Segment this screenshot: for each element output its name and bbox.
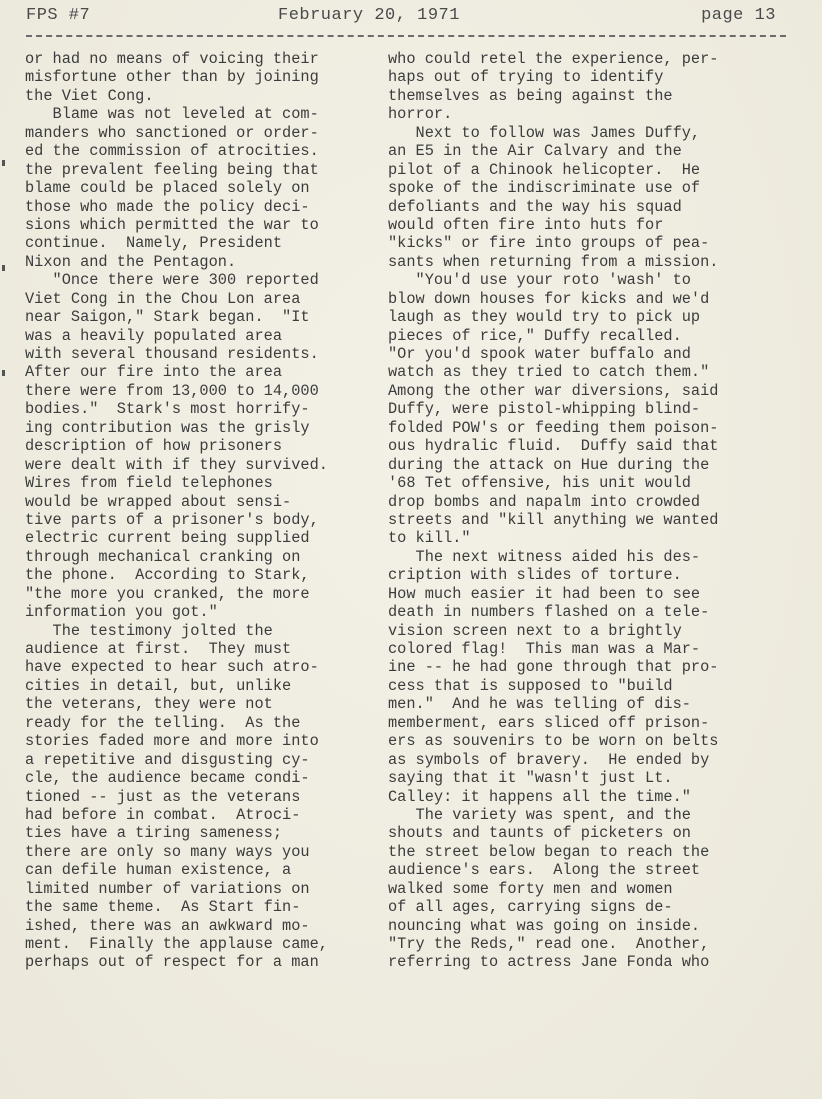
text-line: "Or you'd spook water buffalo and — [388, 345, 691, 363]
text-line: continue. Namely, President — [25, 234, 283, 253]
text-line: cle, the audience became condi- — [25, 769, 310, 788]
text-line: the Viet Cong. — [25, 86, 154, 105]
text-line: an E5 in the Air Calvary and the — [388, 142, 682, 161]
text-line: "You'd use your roto 'wash' to — [388, 271, 691, 290]
text-line: horror. — [388, 105, 453, 124]
text-line: stories faded more and more into — [25, 732, 319, 751]
text-line: was a heavily populated area — [25, 326, 283, 345]
text-line: information you got." — [25, 603, 218, 622]
text-line: folded POW's or feeding them poison- — [388, 418, 719, 437]
header-rule — [26, 35, 786, 37]
text-line: audience's ears. Along the street — [388, 861, 701, 880]
text-line: near Saigon," Stark began. "It — [25, 308, 310, 327]
text-line: the prevalent feeling being that — [25, 160, 319, 179]
page-number: page 13 — [701, 6, 776, 25]
text-line: men." And he was telling of dis- — [388, 695, 691, 714]
text-line: streets and "kill anything we wanted — [388, 510, 719, 529]
text-line: The variety was spent, and the — [388, 805, 691, 824]
text-line: shouts and taunts of picketers on — [388, 824, 691, 843]
issue-label: FPS #7 — [26, 6, 91, 25]
text-line: the phone. According to Stark, — [25, 566, 310, 585]
text-line: Duffy, were pistol-whipping blind- — [388, 400, 701, 419]
text-line: ready for the telling. As the — [25, 713, 301, 732]
text-line: "Once there were 300 reported — [25, 271, 319, 290]
text-line: haps out of trying to identify — [388, 68, 664, 87]
text-line: a repetitive and disgusting cy- — [25, 750, 310, 769]
margin-mark — [2, 265, 5, 271]
date-label: February 20, 1971 — [278, 6, 460, 25]
text-line: bodies." Stark's most horrify- — [25, 400, 310, 419]
text-line: How much easier it had been to see — [388, 584, 701, 603]
text-line: those who made the policy deci- — [25, 197, 310, 216]
text-line: description of how prisoners — [25, 437, 283, 456]
text-line: Viet Cong in the Chou Lon area — [25, 289, 301, 308]
text-line: blame could be placed solely on — [25, 179, 310, 198]
text-line: The testimony jolted the — [25, 621, 273, 640]
text-line: pieces of rice," Duffy recalled. — [388, 326, 682, 345]
text-line: there were from 13,000 to 14,000 — [25, 381, 319, 400]
text-line: vision screen next to a brightly — [388, 621, 682, 640]
margin-mark — [2, 160, 5, 166]
text-line: who could retel the experience, per- — [388, 50, 719, 68]
text-line: with several thousand residents. — [25, 345, 319, 363]
text-line: pilot of a Chinook helicopter. He — [388, 160, 701, 179]
text-line: tioned -- just as the veterans — [25, 787, 301, 806]
text-line: Among the other war diversions, said — [388, 381, 719, 400]
text-line: manders who sanctioned or order- — [25, 123, 319, 142]
text-line: or had no means of voicing their — [25, 50, 319, 68]
text-line: "Try the Reds," read one. Another, — [388, 935, 710, 953]
text-line: nouncing what was going on inside. — [388, 916, 701, 935]
text-line: "the more you cranked, the more — [25, 584, 310, 603]
text-line: Wires from field telephones — [25, 474, 273, 493]
text-line: would often fire into huts for — [388, 215, 664, 234]
text-line: '68 Tet offensive, his unit would — [388, 474, 691, 493]
text-line: the street below began to reach the — [388, 842, 710, 861]
text-line: ing contribution was the grisly — [25, 418, 310, 437]
text-line: The next witness aided his des- — [388, 547, 701, 566]
text-line: ties have a tiring sameness; — [25, 824, 283, 843]
text-line: defoliants and the way his squad — [388, 197, 682, 216]
text-line: to kill." — [388, 529, 471, 548]
text-line: sions which permitted the war to — [25, 215, 319, 234]
text-line: Calley: it happens all the time." — [388, 787, 691, 806]
text-line: ers as souvenirs to be worn on belts — [388, 732, 719, 751]
text-line: walked some forty men and women — [388, 879, 673, 898]
text-line: there are only so many ways you — [25, 842, 310, 861]
text-line: sants when returning from a mission. — [388, 252, 719, 271]
text-line: limited number of variations on — [25, 879, 310, 898]
text-line: the veterans, they were not — [25, 695, 273, 714]
text-line: Next to follow was James Duffy, — [388, 123, 701, 142]
text-line: had before in combat. Atroci- — [25, 805, 301, 824]
text-line: ished, there was an awkward mo- — [25, 916, 310, 935]
text-line: misfortune other than by joining — [25, 68, 319, 87]
page-header — [26, 6, 806, 28]
text-line: electric current being supplied — [25, 529, 310, 548]
text-line: "kicks" or fire into groups of pea- — [388, 234, 710, 253]
text-line: the same theme. As Start fin- — [25, 898, 301, 917]
text-line: ment. Finally the applause came, — [25, 935, 328, 953]
text-line: spoke of the indiscriminate use of — [388, 179, 701, 198]
text-line: death in numbers flashed on a tele- — [388, 603, 710, 622]
text-line: would be wrapped about sensi- — [25, 492, 292, 511]
text-line: themselves as being against the — [388, 86, 673, 105]
text-line: audience at first. They must — [25, 640, 292, 658]
right-text-column — [388, 50, 783, 972]
text-line: ed the commission of atrocities. — [25, 142, 319, 161]
text-line: can defile human existence, a — [25, 861, 292, 880]
text-line: After our fire into the area — [25, 363, 283, 382]
text-line: saying that it "wasn't just Lt. — [388, 769, 673, 788]
margin-mark — [2, 370, 5, 376]
text-line: as symbols of bravery. He ended by — [388, 750, 710, 769]
text-line: memberment, ears sliced off prison- — [388, 713, 710, 732]
text-line: of all ages, carrying signs de- — [388, 898, 673, 917]
text-line: ous hydralic fluid. Duffy said that — [388, 437, 719, 456]
text-line: laugh as they would try to pick up — [388, 308, 701, 327]
left-text-column — [25, 50, 375, 972]
text-line: blow down houses for kicks and we'd — [388, 289, 710, 308]
text-line: colored flag! This man was a Mar- — [388, 640, 701, 658]
text-line: Blame was not leveled at com- — [25, 105, 319, 124]
text-line: cess that is supposed to "build — [388, 676, 673, 695]
text-line: tive parts of a prisoner's body, — [25, 510, 319, 529]
text-line: cription with slides of torture. — [388, 566, 682, 585]
text-line: perhaps out of respect for a man — [25, 953, 319, 972]
text-line: drop bombs and napalm into crowded — [388, 492, 701, 511]
text-line: cities in detail, but, unlike — [25, 676, 292, 695]
text-line: have expected to hear such atro- — [25, 658, 319, 677]
text-line: ine -- he had gone through that pro- — [388, 658, 719, 677]
text-line: referring to actress Jane Fonda who — [388, 953, 710, 972]
text-line: watch as they tried to catch them." — [388, 363, 710, 382]
text-line: were dealt with if they survived. — [25, 455, 328, 474]
text-line: Nixon and the Pentagon. — [25, 252, 237, 271]
text-line: through mechanical cranking on — [25, 547, 301, 566]
text-line: during the attack on Hue during the — [388, 455, 710, 474]
